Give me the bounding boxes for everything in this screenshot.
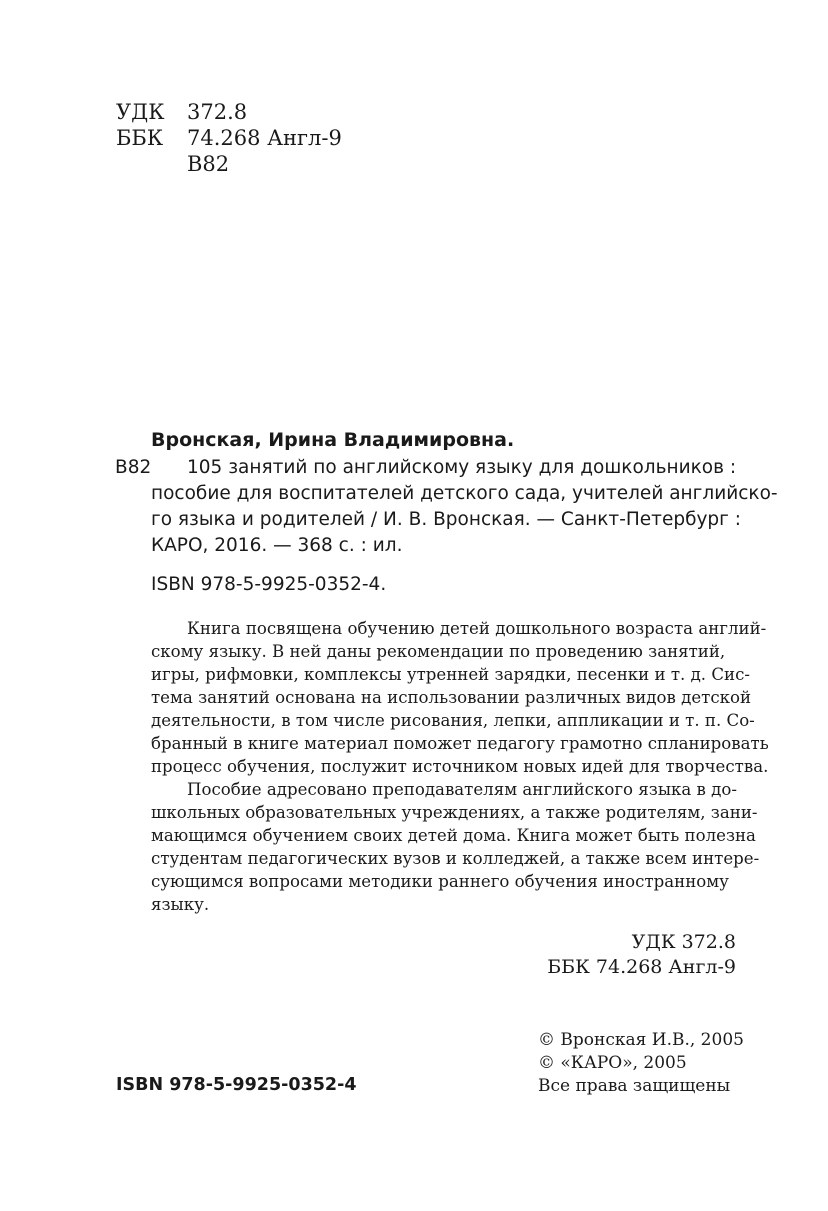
annotation-line-3: игры, рифмовки, комплексы утренней зарядки, песенки и т. д. Сис- <box>151 665 750 684</box>
annotation-line-2: скому языку. В ней даны рекомендации по проведению занятий, <box>151 642 726 661</box>
record-line-2: пособие для воспитателей детского сада, учителей английско- <box>151 483 778 504</box>
annotation-line-13: языку. <box>151 895 210 914</box>
annotation-line-12: сующимся вопросами методики раннего обучения иностранному <box>151 872 729 891</box>
record-line-3: го языка и родителей / И. В. Вронская. — Санкт-Петербург : <box>151 509 742 530</box>
annotation-line-9: школьных образовательных учреждениях, а также родителям, зани- <box>151 803 758 822</box>
author-mark: В82 <box>187 152 230 176</box>
record-isbn: ISBN 978-5-9925-0352-4. <box>151 574 387 595</box>
annotation-line-7: процесс обучения, послужит источником новых идей для творчества. <box>151 757 769 776</box>
copyright-author: © Вронская И.В., 2005 <box>538 1030 744 1050</box>
index-bbk: ББК 74.268 Англ-9 <box>547 956 736 978</box>
udk-label: УДК <box>116 100 165 124</box>
bbk-label: ББК <box>116 126 164 150</box>
udk-value: 372.8 <box>187 100 248 124</box>
annotation-line-6: бранный в книге материал поможет педагогу грамотно спланировать <box>151 734 769 753</box>
record-line-4: КАРО, 2016. — 368 с. : ил. <box>151 535 403 556</box>
annotation-line-10: мающимся обучением своих детей дома. Книга может быть полезна <box>151 826 756 845</box>
rights-reserved: Все права защищены <box>538 1076 731 1096</box>
record-line-1: 105 занятий по английскому языку для дошкольников : <box>187 457 737 478</box>
footer-isbn: ISBN 978-5-9925-0352-4 <box>116 1075 357 1095</box>
author-code: В82 <box>115 457 152 478</box>
index-udk: УДК 372.8 <box>631 931 736 953</box>
annotation-line-8: Пособие адресовано преподавателям английского языка в до- <box>187 780 737 799</box>
author-heading: Вронская, Ирина Владимировна. <box>151 429 515 451</box>
annotation-line-5: деятельности, в том числе рисования, лепки, аппликации и т. п. Со- <box>151 711 755 730</box>
annotation-line-1: Книга посвящена обучению детей дошкольного возраста англий- <box>187 619 767 638</box>
copyright-publisher: © «КАРО», 2005 <box>538 1053 687 1073</box>
annotation-line-4: тема занятий основана на использовании различных видов детской <box>151 688 752 707</box>
annotation-line-11: студентам педагогических вузов и колледжей, а также всем интере- <box>151 849 760 868</box>
bbk-value: 74.268 Англ-9 <box>187 126 342 150</box>
